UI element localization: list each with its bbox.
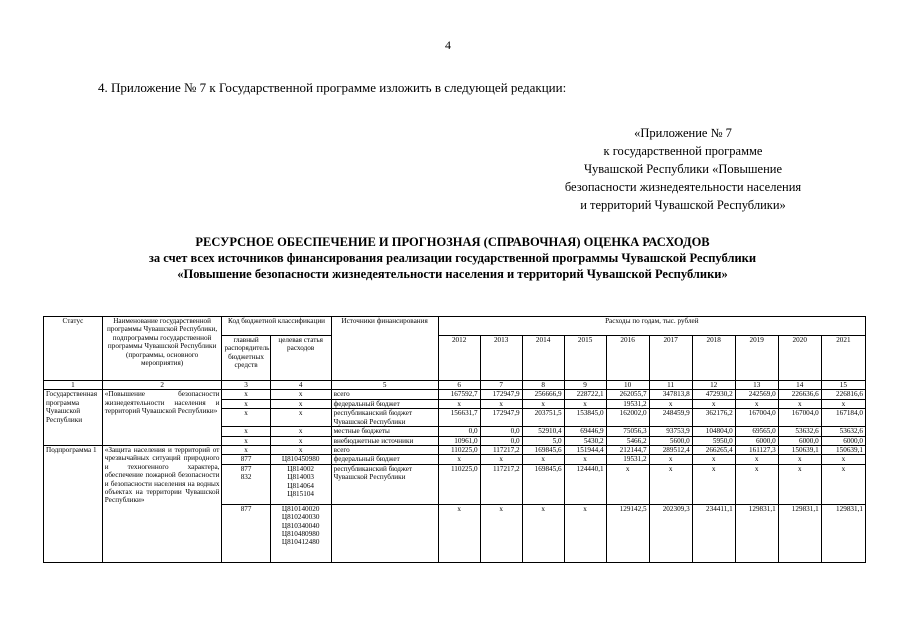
expense-value-cell: 10961,0 xyxy=(438,436,480,445)
expense-value-cell: x xyxy=(692,399,735,408)
target-item-cell: Ц810140020 Ц810240030 Ц810340040 Ц810480980 Ц810412480 xyxy=(270,504,331,562)
expense-value-cell: 162002,0 xyxy=(606,409,649,427)
target-item-cell: x xyxy=(270,390,331,399)
title-line: РЕСУРСНОЕ ОБЕСПЕЧЕНИЕ И ПРОГНОЗНАЯ (СПРАВОЧНАЯ) ОЦЕНКА РАСХОДОВ xyxy=(195,235,710,249)
target-item-cell: x xyxy=(270,445,331,454)
expense-value-cell: 124440,1 xyxy=(564,464,606,504)
expense-value-cell: 212144,7 xyxy=(606,445,649,454)
expense-value-cell: x xyxy=(438,504,480,562)
expense-value-cell: 69565,0 xyxy=(735,427,778,436)
header-sources: Источники финансирования xyxy=(331,317,438,381)
expense-value-cell: 129831,1 xyxy=(821,504,865,562)
expense-value-cell: 167592,7 xyxy=(438,390,480,399)
expense-value-cell: x xyxy=(564,455,606,464)
column-number: 3 xyxy=(222,380,270,389)
source-cell: местные бюджеты xyxy=(331,427,438,436)
main-manager-cell: x xyxy=(222,390,270,399)
main-manager-cell: 877 832 xyxy=(222,464,270,504)
main-manager-cell: 877 xyxy=(222,455,270,464)
expense-value-cell: 169845,6 xyxy=(522,445,564,454)
source-cell: всего xyxy=(331,445,438,454)
expense-value-cell: 248459,9 xyxy=(649,409,692,427)
expense-value-cell: 117217,2 xyxy=(480,464,522,504)
header-year: 2016 xyxy=(606,336,649,345)
expense-value-cell: 362176,2 xyxy=(692,409,735,427)
table-row xyxy=(44,390,866,399)
column-number-row xyxy=(44,380,866,389)
source-cell: федеральный бюджет xyxy=(331,455,438,464)
expense-value-cell: x xyxy=(692,455,735,464)
expense-value-cell: 129831,1 xyxy=(735,504,778,562)
expense-value-cell: 262055,7 xyxy=(606,390,649,399)
expense-value-cell: x xyxy=(522,504,564,562)
expense-value-cell: 6000,0 xyxy=(778,436,821,445)
expense-value-cell: 167004,0 xyxy=(778,409,821,427)
expense-value-cell: x xyxy=(649,455,692,464)
column-number: 8 xyxy=(522,380,564,389)
expense-value-cell: x xyxy=(692,464,735,504)
expense-value-cell: 153845,0 xyxy=(564,409,606,427)
header-year: 2020 xyxy=(778,336,821,345)
expense-value-cell: x xyxy=(735,455,778,464)
column-number: 12 xyxy=(692,380,735,389)
expense-value-cell: 289512,4 xyxy=(649,445,692,454)
table-row xyxy=(44,445,866,454)
expense-value-cell: x xyxy=(735,399,778,408)
header-year: 2021 xyxy=(821,336,865,345)
expense-value-cell: x xyxy=(480,504,522,562)
expense-value-cell: 75056,3 xyxy=(606,427,649,436)
column-number: 6 xyxy=(438,380,480,389)
expense-value-cell: 19531,2 xyxy=(606,399,649,408)
header-year: 2018 xyxy=(692,336,735,345)
expense-value-cell: 202309,3 xyxy=(649,504,692,562)
main-manager-cell: 877 xyxy=(222,504,270,562)
expense-value-cell: 151944,4 xyxy=(564,445,606,454)
expense-value-cell: 169845,6 xyxy=(522,464,564,504)
header-name: Наименование государственной программы Чувашской Республики, подпрограммы государственной программы Чувашской Республики (программы, основного мероприятия) xyxy=(102,317,222,381)
expense-value-cell: 172947,9 xyxy=(480,390,522,399)
expense-value-cell: 117217,2 xyxy=(480,445,522,454)
expense-value-cell: 0,0 xyxy=(480,436,522,445)
expense-value-cell: x xyxy=(778,399,821,408)
expenses-table xyxy=(43,316,866,563)
header-year: 2013 xyxy=(480,336,522,345)
header-year: 2019 xyxy=(735,336,778,345)
source-cell xyxy=(331,504,438,562)
expense-value-cell: x xyxy=(821,455,865,464)
expense-value-cell: 110225,0 xyxy=(438,464,480,504)
expense-value-cell: 0,0 xyxy=(480,427,522,436)
expense-value-cell: 93753,9 xyxy=(649,427,692,436)
expense-value-cell: x xyxy=(821,464,865,504)
status-cell: Государственная программа Чувашской Республики xyxy=(44,390,103,446)
expense-value-cell: 5430,2 xyxy=(564,436,606,445)
expense-value-cell: 167184,0 xyxy=(821,409,865,427)
expense-value-cell: 150639,1 xyxy=(778,445,821,454)
appendix-line: и территорий Чувашской Республики» xyxy=(580,198,786,212)
target-item-cell: x xyxy=(270,436,331,445)
appendix-line: «Приложение № 7 xyxy=(634,126,732,140)
column-number: 4 xyxy=(270,380,331,389)
appendix-line: Чувашской Республики «Повышение xyxy=(583,162,783,176)
expense-value-cell: x xyxy=(564,504,606,562)
amendment-text: 4. Приложение № 7 к Государственной программе изложить в следующей редакции: xyxy=(98,80,567,95)
expense-value-cell: 150639,1 xyxy=(821,445,865,454)
expense-value-cell: x xyxy=(438,455,480,464)
expense-value-cell: 172947,9 xyxy=(480,409,522,427)
expense-value-cell: 129142,5 xyxy=(606,504,649,562)
expense-value-cell: 242569,0 xyxy=(735,390,778,399)
page-number: 4 xyxy=(445,38,451,52)
header-year: 2014 xyxy=(522,336,564,345)
expense-value-cell: x xyxy=(564,399,606,408)
column-number: 9 xyxy=(564,380,606,389)
expense-value-cell: 226636,6 xyxy=(778,390,821,399)
expense-value-cell: 256666,9 xyxy=(522,390,564,399)
expense-value-cell: 226816,6 xyxy=(821,390,865,399)
expense-value-cell: 472930,2 xyxy=(692,390,735,399)
column-number: 11 xyxy=(649,380,692,389)
target-item-cell: Ц810450980 xyxy=(270,455,331,464)
expense-value-cell: 203751,5 xyxy=(522,409,564,427)
expense-value-cell: 5600,0 xyxy=(649,436,692,445)
expense-value-cell: x xyxy=(480,455,522,464)
expense-value-cell: 156631,7 xyxy=(438,409,480,427)
header-status: Статус xyxy=(44,317,103,381)
target-item-cell: x xyxy=(270,399,331,408)
main-manager-cell: x xyxy=(222,399,270,408)
header-year: 2012 xyxy=(438,336,480,345)
expense-value-cell: 347813,8 xyxy=(649,390,692,399)
program-name-cell: «Защита населения и территорий от чрезвычайных ситуаций природного и техногенного характера, обеспечение пожарной безопасности и безопасности населения на водных объектах на территории Чувашской Республики» xyxy=(102,445,222,562)
expense-value-cell: 5466,2 xyxy=(606,436,649,445)
expense-value-cell: 53632,6 xyxy=(778,427,821,436)
expense-value-cell: 167004,0 xyxy=(735,409,778,427)
document-title xyxy=(40,234,865,282)
expense-value-cell: x xyxy=(606,464,649,504)
expense-value-cell: x xyxy=(438,399,480,408)
expense-value-cell: 104804,0 xyxy=(692,427,735,436)
header-main-manager: главный распорядитель бюджетных средств xyxy=(222,336,270,381)
column-number: 1 xyxy=(44,380,103,389)
header-budget-code: Код бюджетной классификации xyxy=(222,317,331,336)
expense-value-cell: x xyxy=(522,455,564,464)
expense-value-cell: x xyxy=(821,399,865,408)
appendix-caption xyxy=(523,124,843,214)
source-cell: республиканский бюджет Чувашской Республики xyxy=(331,464,438,504)
expense-value-cell: 6000,0 xyxy=(735,436,778,445)
expense-value-cell: 161127,3 xyxy=(735,445,778,454)
source-cell: внебюджетные источники xyxy=(331,436,438,445)
expense-value-cell: 19531,2 xyxy=(606,455,649,464)
program-name-cell: «Повышение безопасности жизнедеятельности населения и территорий Чувашской Республики» xyxy=(102,390,222,446)
column-number: 15 xyxy=(821,380,865,389)
source-cell: федеральный бюджет xyxy=(331,399,438,408)
column-number: 2 xyxy=(102,380,222,389)
expense-value-cell: x xyxy=(778,455,821,464)
expense-value-cell: 69446,9 xyxy=(564,427,606,436)
expense-value-cell: 5,0 xyxy=(522,436,564,445)
expense-value-cell: 110225,0 xyxy=(438,445,480,454)
header-year: 2015 xyxy=(564,336,606,345)
expense-value-cell: 52910,4 xyxy=(522,427,564,436)
status-cell: Подпрограмма 1 xyxy=(44,445,103,562)
main-manager-cell: x xyxy=(222,427,270,436)
column-number: 5 xyxy=(331,380,438,389)
expense-value-cell: x xyxy=(522,399,564,408)
target-item-cell: x xyxy=(270,427,331,436)
expense-value-cell: 0,0 xyxy=(438,427,480,436)
header-target-item: целевая статья расходов xyxy=(270,336,331,381)
expense-value-cell: x xyxy=(735,464,778,504)
header-expenses: Расходы по годам, тыс. рублей xyxy=(438,317,865,336)
expense-value-cell: 5950,0 xyxy=(692,436,735,445)
column-number: 14 xyxy=(778,380,821,389)
expense-value-cell: 266265,4 xyxy=(692,445,735,454)
appendix-line: к государственной программе xyxy=(603,144,763,158)
expense-value-cell: 53632,6 xyxy=(821,427,865,436)
header-year: 2017 xyxy=(649,336,692,345)
title-line: «Повышение безопасности жизнедеятельности населения и территорий Чувашской Республики» xyxy=(177,267,728,281)
target-item-cell: Ц814002 Ц814003 Ц814064 Ц815104 xyxy=(270,464,331,504)
expense-value-cell: x xyxy=(649,464,692,504)
source-cell: республиканский бюджет Чувашской Республики xyxy=(331,409,438,427)
main-manager-cell: x xyxy=(222,445,270,454)
column-number: 10 xyxy=(606,380,649,389)
appendix-line: безопасности жизнедеятельности населения xyxy=(564,180,802,194)
main-manager-cell: x xyxy=(222,436,270,445)
source-cell: всего xyxy=(331,390,438,399)
expense-value-cell: x xyxy=(480,399,522,408)
column-number: 13 xyxy=(735,380,778,389)
expense-value-cell: 234411,1 xyxy=(692,504,735,562)
column-number: 7 xyxy=(480,380,522,389)
expense-value-cell: 6000,0 xyxy=(821,436,865,445)
expense-value-cell: x xyxy=(649,399,692,408)
title-line: за счет всех источников финансирования реализации государственной программы Чувашской Республики xyxy=(148,251,757,265)
expense-value-cell: 129831,1 xyxy=(778,504,821,562)
expense-value-cell: 228722,1 xyxy=(564,390,606,399)
expense-value-cell: x xyxy=(778,464,821,504)
main-manager-cell: x xyxy=(222,409,270,427)
target-item-cell: x xyxy=(270,409,331,427)
